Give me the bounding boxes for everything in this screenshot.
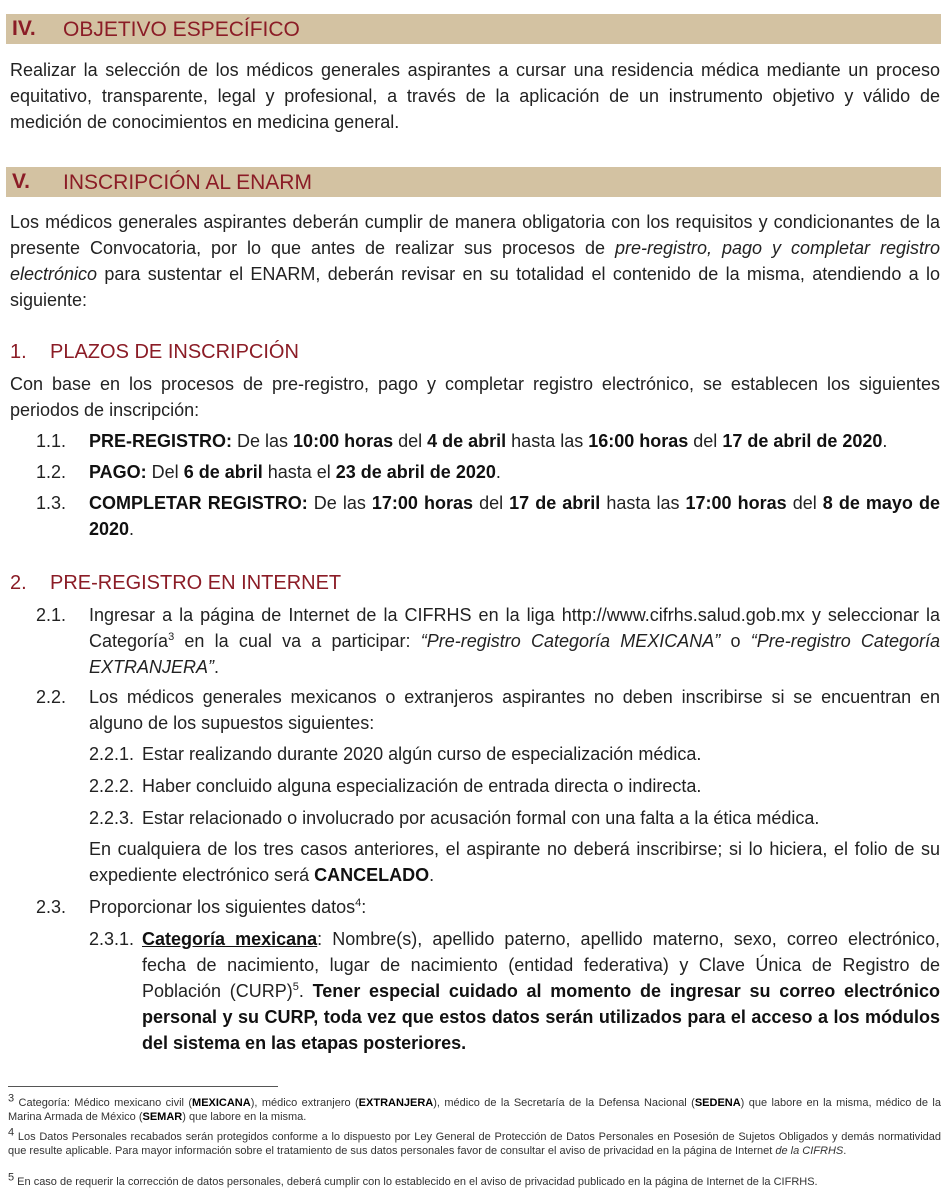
section-iv-paragraph: Realizar la selección de los médicos generales aspirantes a cursar una residencia médica mediante un proceso equitativo, transparente, legal y profesional, a través de la aplicación de un instrumento objetivo y válido de medición de conocimientos en medicina general.: [10, 60, 940, 132]
section-v-paragraph: Los médicos generales aspirantes deberán cumplir de manera obligatoria con los requisitos y condicionantes de la presente Convocatoria, por lo que antes de realizar sus procesos de pre-registro, pago y completar registro electrónico para sustentar el ENARM, deberán revisar en su totalidad el contenido de la misma, atendiendo a lo siguiente:: [10, 212, 940, 310]
footnote-3: $^3$ Categoría: Médico mexicano civil (MEXICANA), médico extranjero (EXTRANJERA), médico de la Secretaría de la Defensa Nacional (SEDENA) que labore en la misma, médico de la Marina Armada de México (SEMAR) que labore en la misma.: [8, 1092, 941, 1123]
section-number: IV.: [12, 17, 36, 40]
footnote-4: $^4$ Los Datos Personales recabados serán protegidos conforme a lo dispuesto por Ley General de Protección de Datos Personales en Posesión de Sujetos Obligados y demás normatividad que resulte aplicable. Para mayor información sobre el tratamiento de sus datos personales favor de consultar el aviso de privacidad en la página de Internet de la CIFRHS.: [8, 1126, 941, 1157]
footnote-divider: [8, 1086, 278, 1087]
section-title: OBJETIVO ESPECÍFICO: [63, 18, 300, 41]
section-iv-header: [6, 14, 941, 44]
subsection-1-heading: 1. PLAZOS DE INSCRIPCIÓN: [10, 341, 299, 363]
section-title: INSCRIPCIÓN AL ENARM: [63, 171, 312, 194]
footnote-5: $^5$ En caso de requerir la corrección de datos personales, deberá cumplir con lo establecido en el aviso de privacidad publicado en la página de Internet de la CIFRHS.: [8, 1171, 818, 1188]
cancel-note: En cualquiera de los tres casos anteriores, el aspirante no deberá inscribirse; si lo hiciera, el folio de su expediente electrónico será CANCELADO.: [89, 839, 940, 885]
section-v-header: [6, 167, 941, 197]
subsection-1-intro: Con base en los procesos de pre-registro, pago y completar registro electrónico, se establecen los siguientes periodos de inscripción:: [10, 374, 940, 420]
subsection-2-heading: 2. PRE-REGISTRO EN INTERNET: [10, 572, 342, 594]
section-number: V.: [12, 170, 30, 193]
